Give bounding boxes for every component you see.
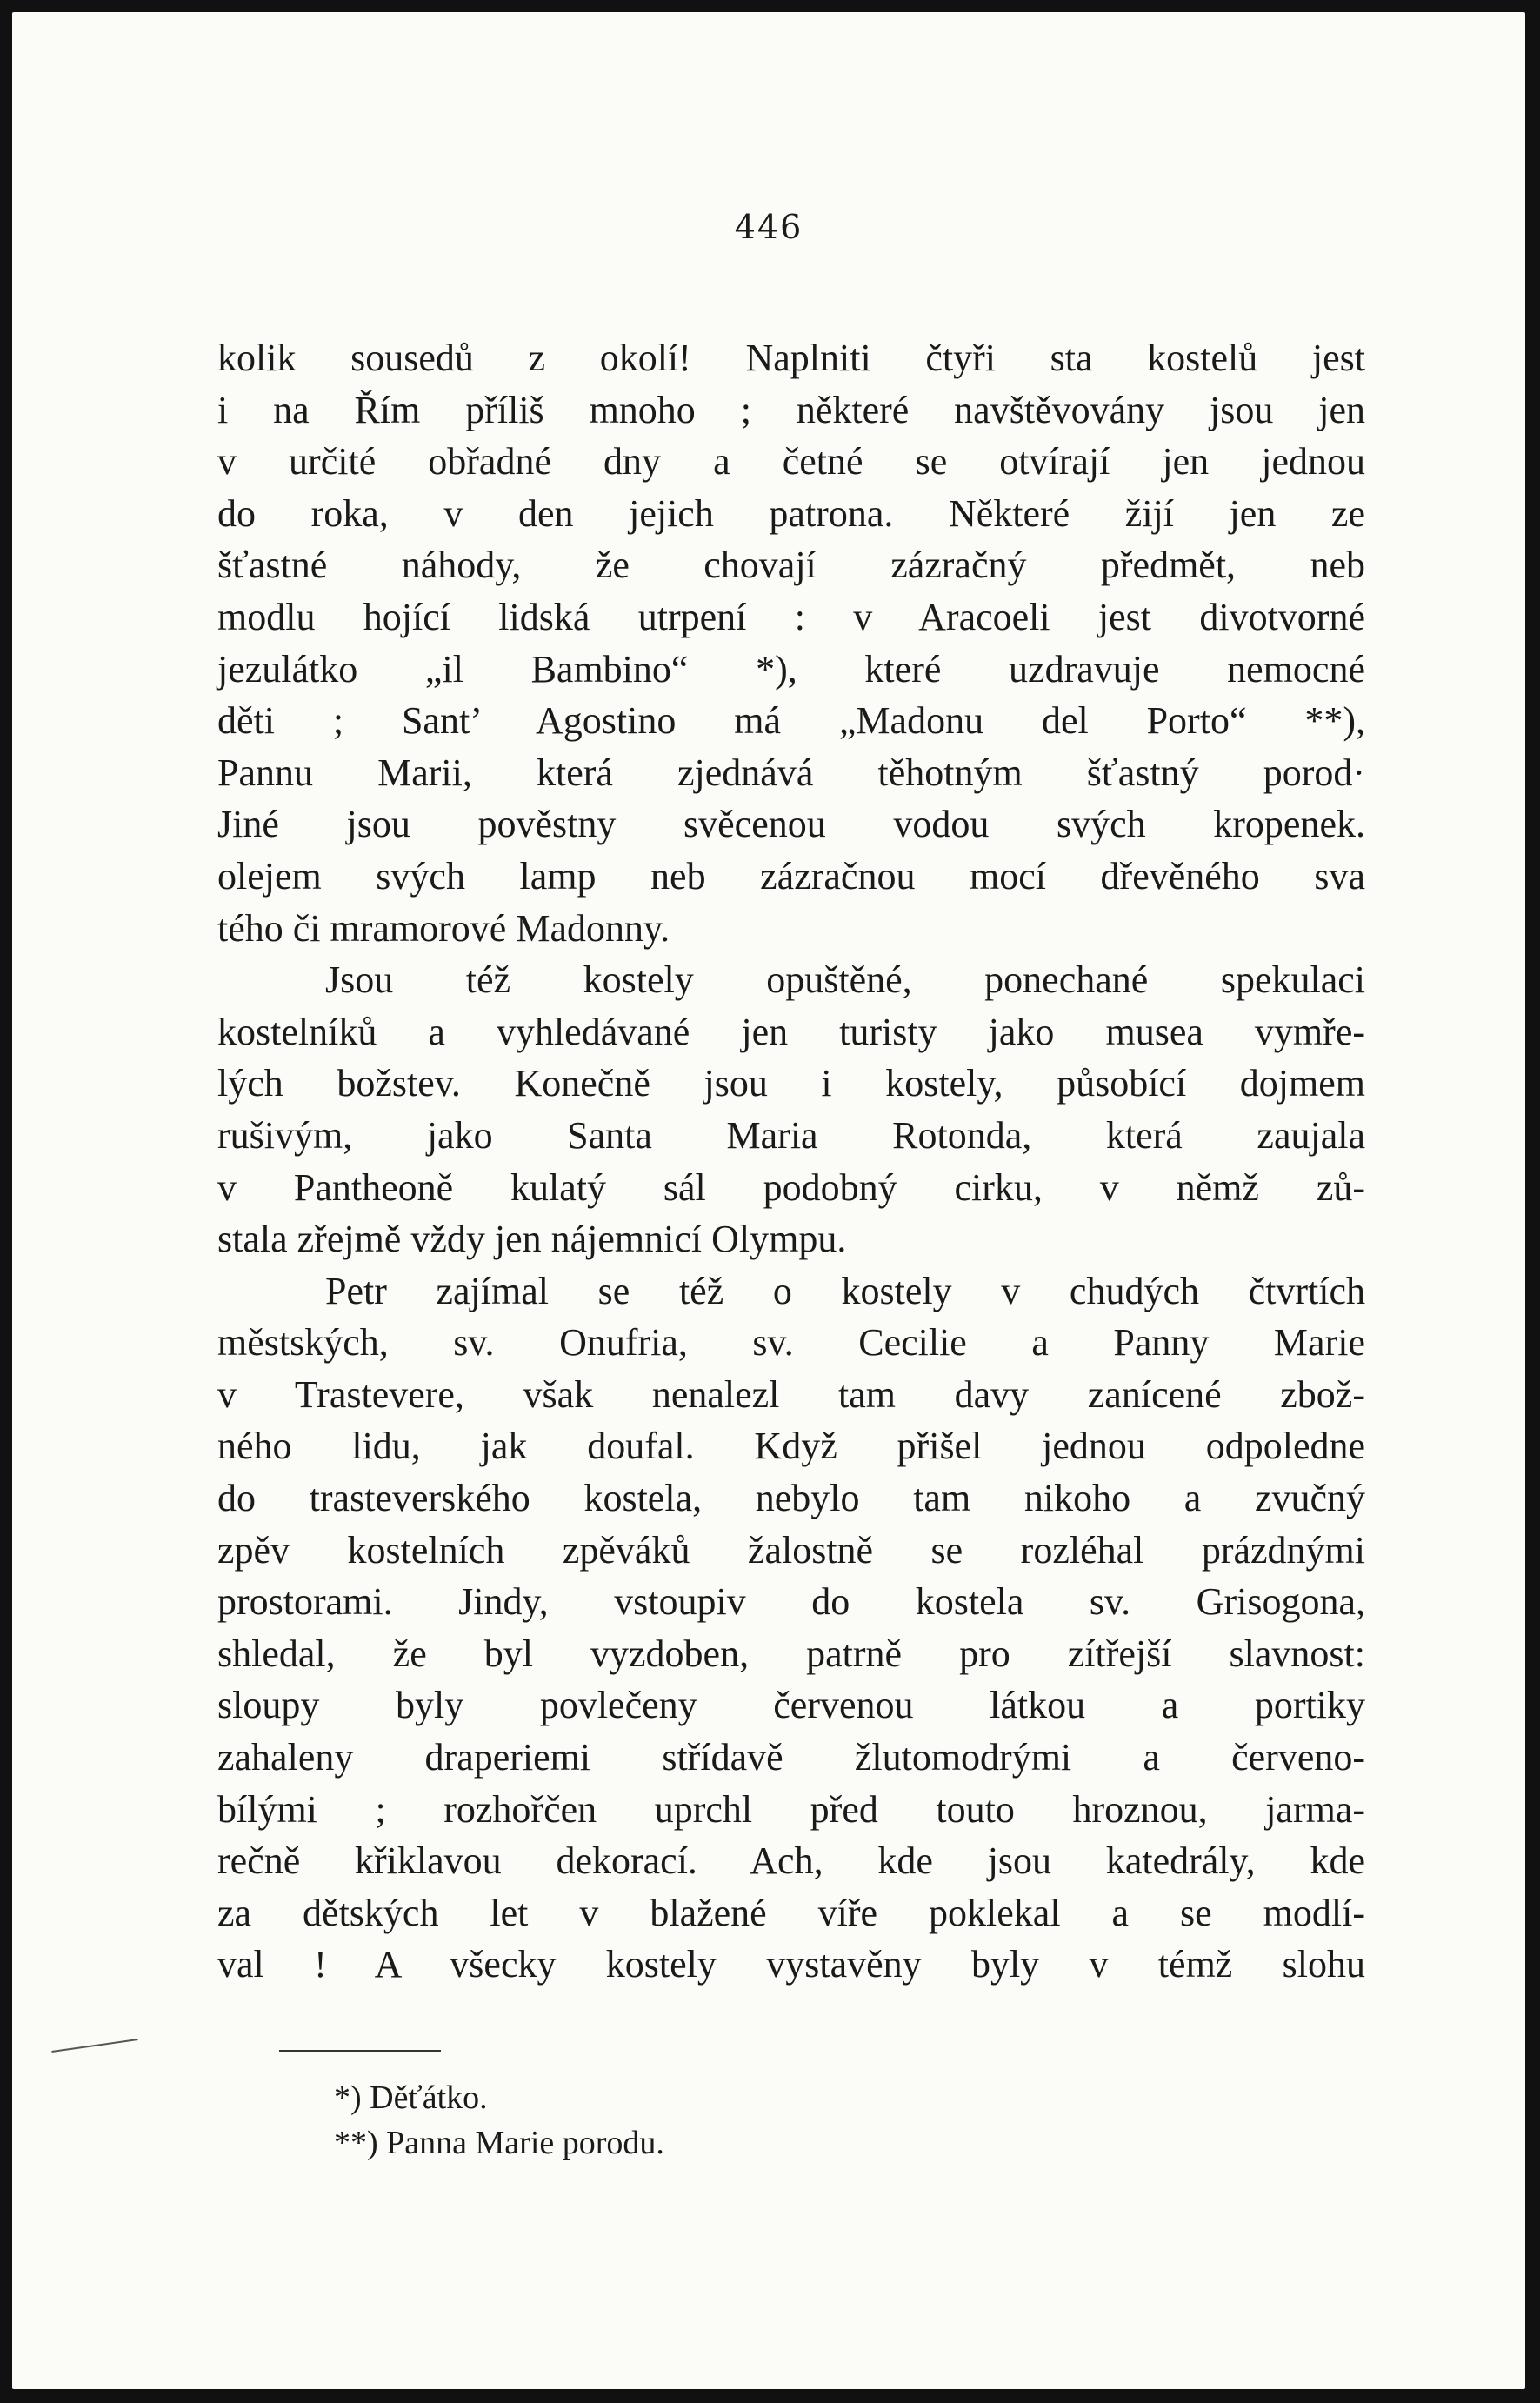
text-line: sloupy byly povlečeny červenou látkou a portiky	[217, 1684, 1365, 1727]
footnote: *) Děťátko.	[334, 2079, 488, 2116]
text-line: Petr zajímal se též o kostely v chudých čtvrtích	[325, 1269, 1365, 1312]
text-line: děti ; Sant’ Agostino má „Madonu del Porto“ **),	[217, 699, 1365, 743]
text-line: val ! A všecky kostely vystavěny byly v témž slohu	[217, 1943, 1365, 1986]
text-line: modlu hojící lidská utrpení : v Aracoeli jest divotvorné	[217, 595, 1365, 638]
text-line: bílými ; rozhořčen uprchl před touto hroznou, jarma-	[217, 1787, 1365, 1831]
text-line: zpěv kostelních zpěváků žalostně se rozléhal prázdnými	[217, 1528, 1365, 1572]
text-line: v Trastevere, však nenalezl tam davy zanícené zbož-	[217, 1372, 1365, 1416]
text-line: stala zřejmě vždy jen nájemnicí Olympu.	[217, 1218, 847, 1261]
text-line: do roka, v den jejich patrona. Některé žijí jen ze	[217, 491, 1365, 535]
text-line: městských, sv. Onufria, sv. Cecilie a Panny Marie	[217, 1321, 1365, 1365]
footnote-divider	[279, 2050, 441, 2052]
margin-mark	[51, 2039, 137, 2053]
text-line: zahaleny draperiemi střídavě žlutomodrými a červeno-	[217, 1736, 1365, 1779]
text-line: v určité obřadné dny a četné se otvírají jen jednou	[217, 440, 1365, 484]
text-line: kolik sousedů z okolí! Naplniti čtyři sta kostelů jest	[217, 337, 1365, 379]
body-text	[217, 332, 1365, 1991]
text-line: ného lidu, jak doufal. Když přišel jednou odpoledne	[217, 1425, 1365, 1468]
text-line: za dětských let v blažené víře poklekal a se modlí-	[217, 1891, 1365, 1934]
text-line: lých božstev. Konečně jsou i kostely, působící dojmem	[217, 1062, 1365, 1105]
text-line: do trasteverského kostela, nebylo tam nikoho a zvučný	[217, 1477, 1365, 1520]
text-line: Jiné jsou pověstny svěcenou vodou svých kropenek.	[217, 803, 1365, 846]
text-line: prostorami. Jindy, vstoupiv do kostela sv. Grisogona,	[217, 1580, 1365, 1624]
text-line: shledal, že byl vyzdoben, patrně pro zítřejší slavnost:	[217, 1632, 1365, 1675]
text-line: rečně křiklavou dekorací. Ach, kde jsou katedrály, kde	[217, 1839, 1365, 1883]
text-line: Pannu Marii, která zjednává těhotným šťastný porod·	[217, 751, 1365, 794]
text-line: v Pantheoně kulatý sál podobný cirku, v němž zů-	[217, 1165, 1365, 1209]
text-line: jezulátko „il Bambino“ *), které uzdravuje nemocné	[217, 647, 1365, 691]
text-line: šťastné náhody, že chovají zázračný předmět, neb	[217, 544, 1365, 587]
text-line: olejem svých lamp neb zázračnou mocí dřevěného sva	[217, 854, 1365, 898]
footnotes	[334, 2075, 664, 2166]
text-line: tého či mramorové Madonny.	[217, 906, 670, 950]
text-line: Jsou též kostely opuštěné, ponechané spekulaci	[325, 958, 1365, 1002]
text-line: i na Řím příliš mnoho ; některé navštěvovány jsou jen	[217, 388, 1365, 431]
page-number: 446	[734, 208, 803, 246]
book-page	[12, 12, 1525, 2389]
footnote: **) Panna Marie porodu.	[334, 2125, 664, 2161]
text-line: kostelníků a vyhledávané jen turisty jako musea vymře-	[217, 1010, 1365, 1053]
text-line: rušivým, jako Santa Maria Rotonda, která zaujala	[217, 1113, 1365, 1157]
